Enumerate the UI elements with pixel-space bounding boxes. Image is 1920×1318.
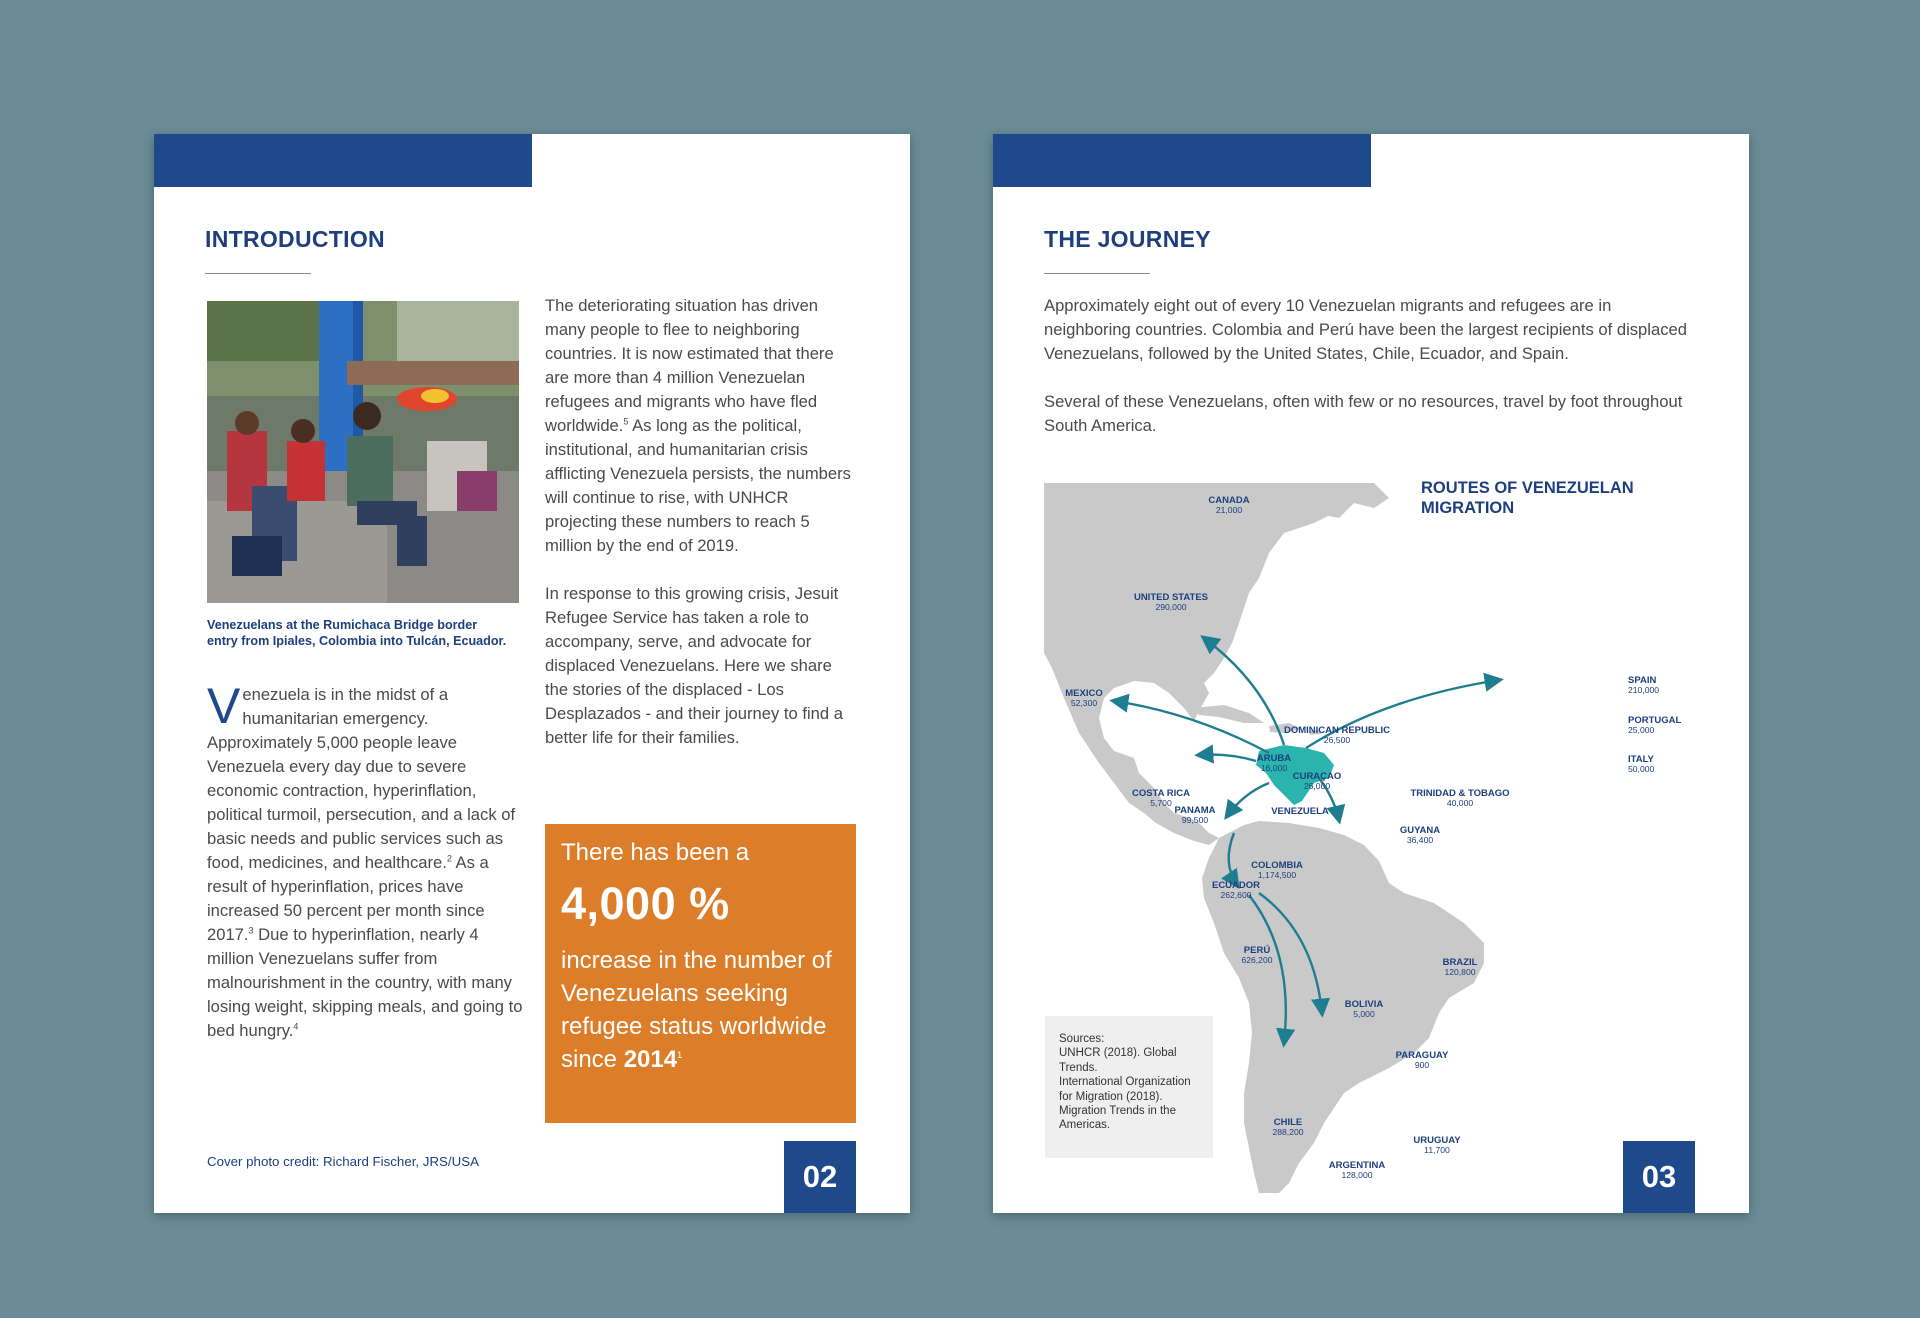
label-portugal: PORTUGAL	[1628, 715, 1682, 726]
photo-credit: Cover photo credit: Richard Fischer, JRS/USA	[207, 1154, 479, 1169]
route-ecuador	[1227, 783, 1269, 816]
footnote-5[interactable]: 5	[623, 416, 629, 427]
title-divider	[1044, 273, 1150, 274]
label-venezuela: VENEZUELA	[1271, 806, 1329, 817]
value-panama: 99,500	[1181, 815, 1209, 825]
label-chile: CHILE	[1273, 1117, 1303, 1128]
header-bar	[154, 134, 532, 187]
stat-intro: There has been a	[561, 839, 750, 866]
label-peru: PERÚ	[1243, 945, 1271, 956]
map-title: ROUTES OF VENEZUELAN MIGRATION	[1421, 479, 1634, 517]
source-iom: International Organization for Migration (2018). Migration Trends in the Americas.	[1059, 1076, 1191, 1132]
value-chile: 288,200	[1272, 1127, 1304, 1137]
situation-text-part1: The deteriorating situation has driven many people to flee to neighboring countries. It is now estimated that there are more than 4 million Venezuelan refugees and migrants who have fled worldwide.	[545, 296, 834, 435]
label-bolivia: BOLIVIA	[1344, 999, 1384, 1010]
value-canada: 21,000	[1215, 505, 1243, 515]
value-brazil: 120,800	[1444, 967, 1476, 977]
page-title: INTRODUCTION	[205, 226, 385, 252]
label-italy: ITALY	[1628, 754, 1654, 765]
situation-text-part2: As long as the political, institutional, and humanitarian crisis afflicting Venezuela persists, the numbers will continue to rise, with UNHCR projecting these numbers to reach 5 million by the end of 2019.	[545, 416, 851, 555]
page-intro	[154, 134, 910, 1213]
value-costa-rica: 5,700	[1150, 798, 1172, 808]
footnote-1[interactable]: 1	[677, 1050, 683, 1060]
drop-cap: V	[207, 678, 241, 734]
stat-year: 2014	[623, 1046, 678, 1073]
label-uruguay: URUGUAY	[1413, 1135, 1461, 1146]
label-dominican-republic: DOMINICAN REPUBLIC	[1283, 725, 1391, 736]
page-journey	[993, 134, 1749, 1213]
border-crossing-photo	[207, 301, 519, 603]
intro-text	[207, 678, 529, 1043]
label-spain: SPAIN	[1628, 675, 1657, 686]
footnote-4[interactable]: 4	[293, 1021, 299, 1032]
value-dominican-republic: 26,500	[1323, 735, 1351, 745]
source-unhcr: UNHCR (2018). Global Trends.	[1059, 1047, 1177, 1074]
value-ecuador: 262,600	[1220, 890, 1252, 900]
route-costa-rica	[1199, 755, 1256, 761]
label-trinidad-tobago: TRINIDAD & TOBAGO	[1410, 788, 1510, 799]
label-canada: CANADA	[1208, 495, 1250, 506]
intro-text-part3: Due to hyperinflation, nearly 4 million Venezuelans suffer from malnourishment in the country, with many losing weight, skipping meals, and going to bed hungry.	[207, 925, 523, 1040]
label-argentina: ARGENTINA	[1328, 1160, 1386, 1171]
stat-number: 4,000 %	[561, 878, 730, 929]
second-column	[545, 294, 853, 774]
label-costa-rica: COSTA RICA	[1131, 788, 1191, 799]
sources-label: Sources:	[1059, 1033, 1105, 1045]
label-colombia: COLOMBIA	[1251, 860, 1303, 871]
intro-text-part1: enezuela is in the midst of a humanitarian emergency. Approximately 5,000 people leave Venezuela every day due to severe economic contraction, hyperinflation, political turmoil, persecution, and a lack of basic needs and public services such as food, medicines, and healthcare.	[207, 685, 516, 872]
value-mexico: 52,300	[1070, 698, 1098, 708]
statistic-callout	[545, 824, 856, 1123]
photo-illustration	[207, 301, 519, 603]
journey-intro	[1044, 294, 1694, 462]
title-divider	[205, 273, 311, 274]
journey-paragraph-2: Several of these Venezuelans, often with few or no resources, travel by foot throughout South America.	[1044, 392, 1683, 435]
label-paraguay: PARAGUAY	[1395, 1050, 1449, 1061]
footnote-2[interactable]: 2	[446, 853, 452, 864]
value-colombia: 1,174,500	[1257, 870, 1297, 880]
label-mexico: MEXICO	[1065, 688, 1103, 699]
value-guyana: 36,400	[1406, 835, 1434, 845]
situation-paragraph	[545, 294, 853, 558]
value-bolivia: 5,000	[1353, 1009, 1375, 1019]
label-united-states: UNITED STATES	[1133, 592, 1209, 603]
footnote-3[interactable]: 3	[248, 925, 254, 936]
value-aruba: 16,000	[1260, 763, 1288, 773]
value-united-states: 290,000	[1155, 602, 1187, 612]
photo-caption: Venezuelans at the Rumichaca Bridge border entry from Ipiales, Colombia into Tulcán, Ecuador.	[207, 618, 507, 648]
label-panama: PANAMA	[1174, 805, 1216, 816]
value-trinidad-tobago: 40,000	[1446, 798, 1474, 808]
value-portugal: 25,000	[1628, 725, 1655, 735]
value-argentina: 128,000	[1341, 1170, 1373, 1180]
label-guyana: GUYANA	[1399, 825, 1441, 836]
label-brazil: BRAZIL	[1442, 957, 1478, 968]
page-number: 02	[784, 1141, 856, 1213]
intro-text-part2: As a result of hyperinflation, prices have increased 50 percent per month since 2017.	[207, 853, 489, 944]
label-curacao: CURAÇAO	[1292, 771, 1342, 782]
label-aruba: ARUBA	[1256, 753, 1292, 764]
value-uruguay: 11,700	[1424, 1145, 1450, 1155]
value-italy: 50,000	[1628, 764, 1655, 774]
journey-paragraph-1: Approximately eight out of every 10 Venezuelan migrants and refugees are in neighboring countries. Colombia and Perú have been the largest recipients of displaced Venezuelans, followed by the United States, Chile, Ecuador, and Spain.	[1044, 296, 1687, 363]
stat-description	[561, 944, 840, 1076]
header-bar	[993, 134, 1371, 187]
label-ecuador: ECUADOR	[1211, 880, 1261, 891]
value-peru: 626,200	[1241, 955, 1273, 965]
response-paragraph: In response to this growing crisis, Jesuit Refugee Service has taken a role to accompany, serve, and advocate for displaced Venezuelans. Here we share the stories of the displaced - Los Desplazados - and their journey to find a better life for their families.	[545, 584, 843, 747]
intro-paragraph	[207, 678, 529, 1043]
sources-box	[1045, 1016, 1213, 1158]
value-curacao: 26,000	[1303, 781, 1331, 791]
stat-text: increase in the number of Venezuelans seeking refugee status worldwide since	[561, 947, 832, 1073]
value-spain: 210,000	[1628, 685, 1660, 695]
page-number: 03	[1623, 1141, 1695, 1213]
page-title: THE JOURNEY	[1044, 226, 1211, 252]
cuba	[1194, 705, 1264, 723]
value-paraguay: 900	[1414, 1060, 1430, 1070]
